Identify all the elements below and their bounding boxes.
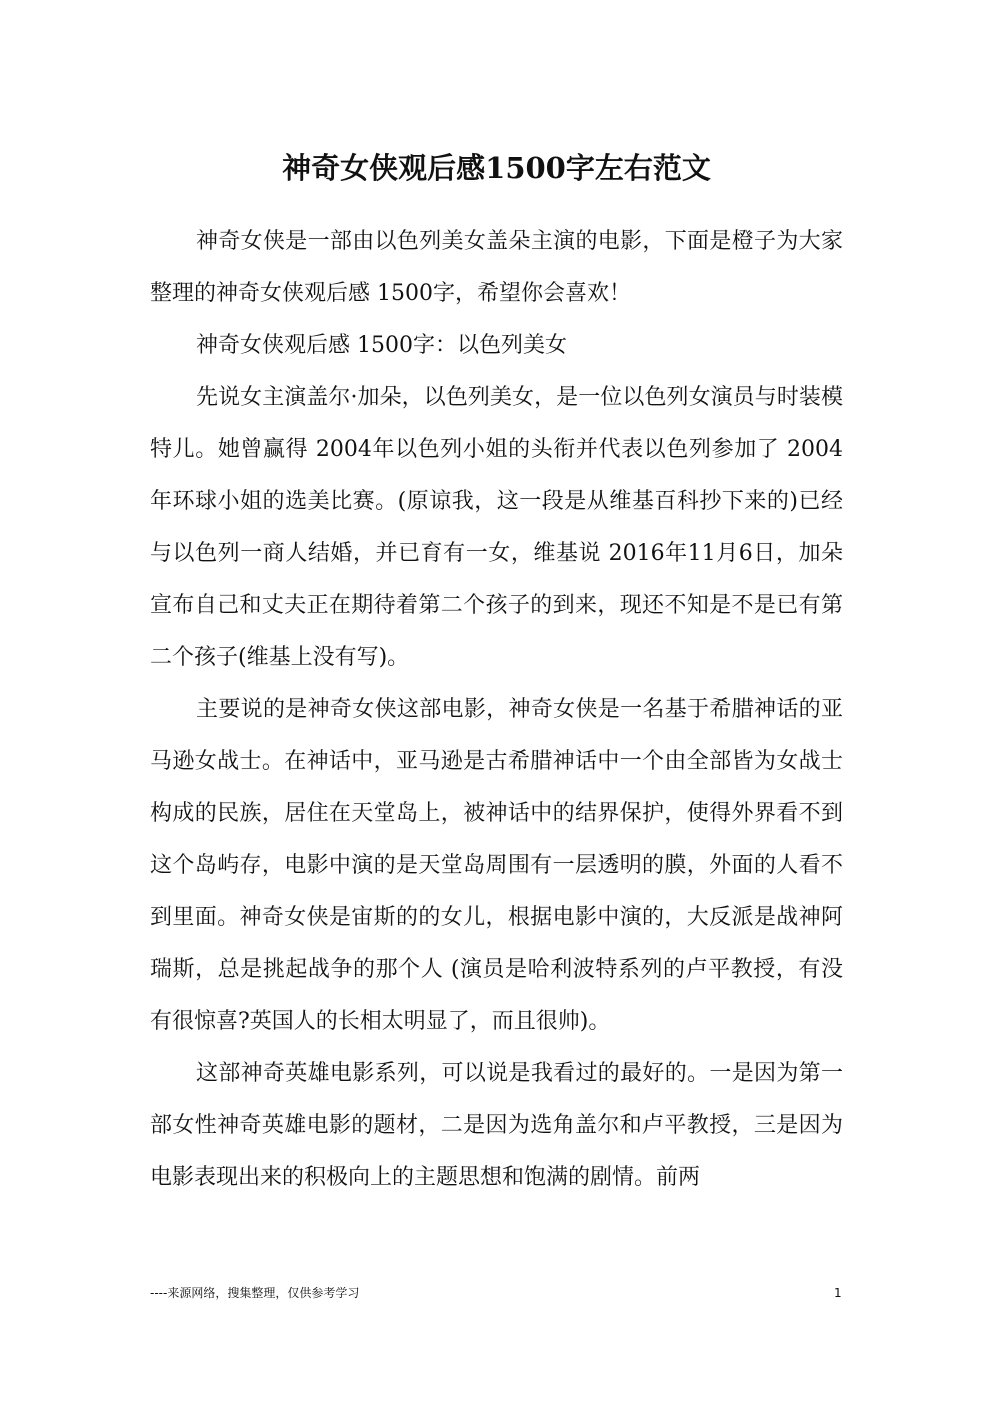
paragraph-actress: 先说女主演盖尔·加朵，以色列美女，是一位以色列女演员与时装模特儿。她曾赢得 2004年以色列小姐的头衔并代表以色列参加了 2004年环球小姐的选美比赛。(原谅我，这一段是从维基百科抄下来的)已经与以色列一商人结婚，并已育有一女，维基说 2016年11月6日，加朵宣布自己和丈夫正在期待着第二个孩子的到来，现还不知是不是已有第二个孩子(维基上没有写)。 bbox=[150, 385, 843, 670]
paragraph-story: 主要说的是神奇女侠这部电影，神奇女侠是一名基于希腊神话的亚马逊女战士。在神话中，亚马逊是古希腊神话中一个由全部皆为女战士构成的民族，居住在天堂岛上，被神话中的结界保护，使得外界看不到这个岛屿存，电影中演的是天堂岛周围有一层透明的膜，外面的人看不到里面。神奇女侠是宙斯的的女儿，根据电影中演的，大反派是战神阿瑞斯，总是挑起战争的那个人 (演员是哈利波特系列的卢平教授，有没有很惊喜?英国人的长相太明显了，而且很帅)。 bbox=[150, 697, 843, 1034]
paragraph-opinion: 这部神奇英雄电影系列，可以说是我看过的最好的。一是因为第一部女性神奇英雄电影的题材，二是因为选角盖尔和卢平教授，三是因为电影表现出来的积极向上的主题思想和饱满的剧情。前两 bbox=[150, 1061, 843, 1190]
paragraph-subheading: 神奇女侠观后感 1500字：以色列美女 bbox=[196, 333, 567, 358]
document-title: 神奇女侠观后感1500字左右范文 bbox=[282, 151, 711, 185]
page-number: 1 bbox=[834, 1286, 842, 1300]
document-body bbox=[150, 216, 843, 1204]
footer-source-note: ----来源网络，搜集整理，仅供参考学习 bbox=[150, 1286, 360, 1300]
paragraph-intro: 神奇女侠是一部由以色列美女盖朵主演的电影，下面是橙子为大家整理的神奇女侠观后感 1500字，希望你会喜欢！ bbox=[150, 229, 843, 306]
